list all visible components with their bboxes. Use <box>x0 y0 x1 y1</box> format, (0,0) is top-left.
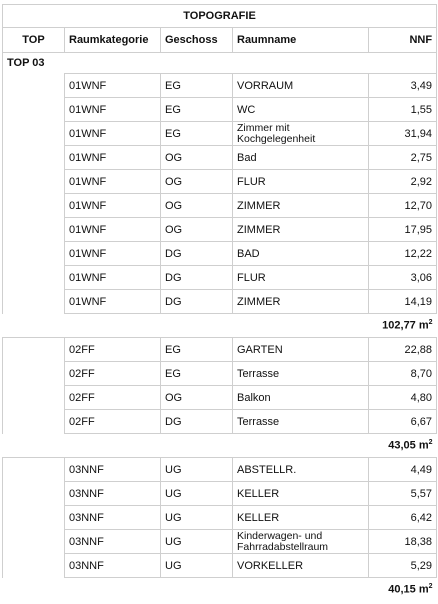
geschoss-cell: EG <box>161 122 233 146</box>
raumname-cell: ZIMMER <box>233 218 369 242</box>
top-cell <box>3 122 65 146</box>
geschoss-cell: EG <box>161 362 233 386</box>
raumkategorie-cell: 03NNF <box>65 530 161 554</box>
raumkategorie-cell: 01WNF <box>65 122 161 146</box>
table-row <box>3 482 437 506</box>
column-header-nnf: NNF <box>369 28 437 53</box>
table-row <box>3 242 437 266</box>
raumname-cell: Kinderwagen- und Fahrradabstellraum <box>233 530 369 554</box>
top-cell <box>3 506 65 530</box>
column-header-geschoss: Geschoss <box>161 28 233 53</box>
nnf-cell: 22,88 <box>369 338 437 362</box>
nnf-cell: 5,57 <box>369 482 437 506</box>
geschoss-cell: EG <box>161 98 233 122</box>
subtotal-spacer <box>3 434 369 458</box>
raumkategorie-cell: 03NNF <box>65 506 161 530</box>
table-title: TOPOGRAFIE <box>3 5 437 28</box>
unit-superscript: 2 <box>428 439 433 447</box>
nnf-cell: 31,94 <box>369 122 437 146</box>
raumname-cell: VORKELLER <box>233 554 369 578</box>
subtotal-amount: 43,05 m <box>388 439 429 452</box>
nnf-cell: 14,19 <box>369 290 437 314</box>
geschoss-cell: DG <box>161 266 233 290</box>
raumkategorie-cell: 01WNF <box>65 218 161 242</box>
column-header-top: TOP <box>3 28 65 53</box>
raumkategorie-cell: 01WNF <box>65 242 161 266</box>
table-row <box>3 98 437 122</box>
table-row <box>3 410 437 434</box>
subtotal-spacer <box>3 578 369 602</box>
subtotal-row <box>3 434 437 458</box>
raumname-cell: GARTEN <box>233 338 369 362</box>
table-row <box>3 530 437 554</box>
raumname-cell: Terrasse <box>233 410 369 434</box>
raumname-cell: KELLER <box>233 506 369 530</box>
geschoss-cell: OG <box>161 386 233 410</box>
top-cell <box>3 266 65 290</box>
table-row <box>3 338 437 362</box>
top-cell <box>3 362 65 386</box>
raumname-cell: FLUR <box>233 266 369 290</box>
geschoss-cell: DG <box>161 242 233 266</box>
table-row <box>3 386 437 410</box>
table-row <box>3 122 437 146</box>
subtotal-value <box>369 578 437 602</box>
raumkategorie-cell: 02FF <box>65 386 161 410</box>
topografie-table <box>2 4 437 601</box>
geschoss-cell: UG <box>161 458 233 482</box>
raumkategorie-cell: 03NNF <box>65 554 161 578</box>
nnf-cell: 17,95 <box>369 218 437 242</box>
raumname-cell: ZIMMER <box>233 194 369 218</box>
top-cell <box>3 530 65 554</box>
nnf-cell: 2,75 <box>369 146 437 170</box>
table-row <box>3 458 437 482</box>
table-row <box>3 170 437 194</box>
table-row <box>3 506 437 530</box>
unit-superscript: 2 <box>428 583 433 591</box>
raumkategorie-cell: 02FF <box>65 410 161 434</box>
group-row <box>3 53 437 74</box>
raumkategorie-cell: 03NNF <box>65 458 161 482</box>
top-cell <box>3 482 65 506</box>
nnf-cell: 3,49 <box>369 74 437 98</box>
nnf-cell: 6,42 <box>369 506 437 530</box>
nnf-cell: 12,70 <box>369 194 437 218</box>
geschoss-cell: DG <box>161 290 233 314</box>
raumkategorie-cell: 02FF <box>65 362 161 386</box>
table-row <box>3 146 437 170</box>
table-row <box>3 362 437 386</box>
subtotal-row <box>3 314 437 338</box>
raumkategorie-cell: 02FF <box>65 338 161 362</box>
raumkategorie-cell: 01WNF <box>65 98 161 122</box>
raumname-cell: Terrasse <box>233 362 369 386</box>
top-cell <box>3 554 65 578</box>
top-cell <box>3 242 65 266</box>
table-row <box>3 218 437 242</box>
top-cell <box>3 194 65 218</box>
table-row <box>3 74 437 98</box>
nnf-cell: 12,22 <box>369 242 437 266</box>
raumname-cell: VORRAUM <box>233 74 369 98</box>
geschoss-cell: OG <box>161 194 233 218</box>
group-label: TOP 03 <box>3 53 437 74</box>
table-body <box>3 5 437 602</box>
nnf-cell: 6,67 <box>369 410 437 434</box>
raumkategorie-cell: 01WNF <box>65 266 161 290</box>
top-cell <box>3 386 65 410</box>
top-cell <box>3 338 65 362</box>
top-cell <box>3 458 65 482</box>
table-row <box>3 194 437 218</box>
nnf-cell: 4,80 <box>369 386 437 410</box>
nnf-cell: 18,38 <box>369 530 437 554</box>
table-row <box>3 266 437 290</box>
geschoss-cell: UG <box>161 554 233 578</box>
nnf-cell: 3,06 <box>369 266 437 290</box>
raumkategorie-cell: 01WNF <box>65 290 161 314</box>
raumkategorie-cell: 01WNF <box>65 74 161 98</box>
geschoss-cell: DG <box>161 410 233 434</box>
raumname-cell: ABSTELLR. <box>233 458 369 482</box>
geschoss-cell: OG <box>161 218 233 242</box>
top-cell <box>3 98 65 122</box>
top-cell <box>3 290 65 314</box>
geschoss-cell: UG <box>161 530 233 554</box>
subtotal-row <box>3 578 437 602</box>
top-cell <box>3 218 65 242</box>
raumname-cell: KELLER <box>233 482 369 506</box>
raumkategorie-cell: 01WNF <box>65 194 161 218</box>
table-row <box>3 290 437 314</box>
nnf-cell: 4,49 <box>369 458 437 482</box>
raumname-cell: Balkon <box>233 386 369 410</box>
top-cell <box>3 74 65 98</box>
subtotal-spacer <box>3 314 369 338</box>
raumkategorie-cell: 01WNF <box>65 170 161 194</box>
raumname-cell: Bad <box>233 146 369 170</box>
column-header-raumname: Raumname <box>233 28 369 53</box>
subtotal-value <box>369 434 437 458</box>
title-row <box>3 5 437 28</box>
table-row <box>3 554 437 578</box>
raumname-cell: Zimmer mit Kochgelegenheit <box>233 122 369 146</box>
nnf-cell: 2,92 <box>369 170 437 194</box>
subtotal-amount: 40,15 m <box>388 583 429 596</box>
geschoss-cell: UG <box>161 506 233 530</box>
nnf-cell: 1,55 <box>369 98 437 122</box>
geschoss-cell: OG <box>161 170 233 194</box>
geschoss-cell: UG <box>161 482 233 506</box>
raumname-cell: ZIMMER <box>233 290 369 314</box>
top-cell <box>3 146 65 170</box>
unit-superscript: 2 <box>428 319 433 327</box>
subtotal-amount: 102,77 m <box>382 319 429 332</box>
geschoss-cell: OG <box>161 146 233 170</box>
column-header-raumkategorie: Raumkategorie <box>65 28 161 53</box>
nnf-cell: 5,29 <box>369 554 437 578</box>
raumname-cell: FLUR <box>233 170 369 194</box>
raumname-cell: WC <box>233 98 369 122</box>
topografie-sheet <box>0 4 438 604</box>
nnf-cell: 8,70 <box>369 362 437 386</box>
geschoss-cell: EG <box>161 74 233 98</box>
raumkategorie-cell: 01WNF <box>65 146 161 170</box>
geschoss-cell: EG <box>161 338 233 362</box>
header-row <box>3 28 437 53</box>
raumkategorie-cell: 03NNF <box>65 482 161 506</box>
subtotal-value <box>369 314 437 338</box>
top-cell <box>3 410 65 434</box>
raumname-cell: BAD <box>233 242 369 266</box>
top-cell <box>3 170 65 194</box>
